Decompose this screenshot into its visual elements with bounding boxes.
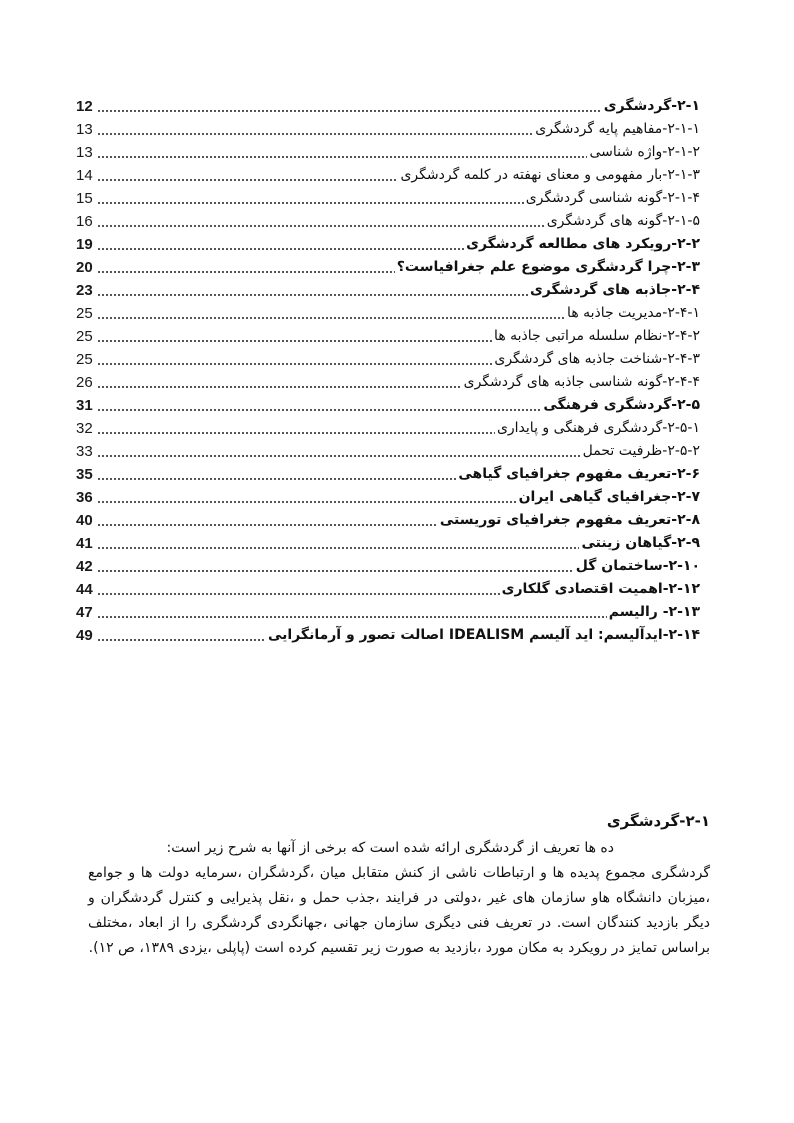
toc-page-number: 33	[76, 443, 93, 460]
toc-title: ۲-۷-جغرافیای گیاهی ایران	[518, 489, 700, 505]
toc-page-number: 25	[76, 351, 93, 368]
toc-entry[interactable]	[76, 96, 700, 119]
toc-page-number: 16	[76, 213, 93, 230]
toc-entry[interactable]	[76, 464, 700, 487]
toc-title: ۲-۴-۴-گونه شناسی جاذبه های گردشگری	[463, 374, 700, 390]
section-body	[88, 812, 710, 961]
toc-page-number: 44	[76, 581, 93, 598]
toc-title: ۲-۱۳- رالیسم	[608, 604, 700, 620]
toc-title: ۲-۱-۱-مفاهیم پایه گردشگری	[535, 121, 700, 137]
toc-page-number: 47	[76, 604, 93, 621]
toc-entry[interactable]	[76, 234, 700, 257]
toc-page-number: 14	[76, 167, 93, 184]
toc-title: ۲-۴-۲-نظام سلسله مراتبی جاذبه ها	[494, 328, 700, 344]
toc-title: ۲-۴-۱-مدیریت جاذبه ها	[567, 305, 700, 321]
toc-page-number: 25	[76, 305, 93, 322]
toc-entry[interactable]	[76, 602, 700, 625]
toc-title: ۲-۴-جاذبه های گردشگری	[529, 282, 700, 298]
toc-title: ۲-۱-۳-بار مفهومی و معنای نهفته در کلمه گردشگری	[400, 167, 700, 183]
toc-entry[interactable]	[76, 441, 700, 464]
toc-entry[interactable]	[76, 556, 700, 579]
toc-entry[interactable]	[76, 257, 700, 280]
toc-page-number: 12	[76, 98, 93, 115]
toc-page-number: 19	[76, 236, 93, 253]
toc-entry[interactable]	[76, 303, 700, 326]
toc-title: ۲-۶-تعریف مفهوم جغرافیای گیاهی	[458, 466, 700, 482]
toc-entry[interactable]	[76, 372, 700, 395]
toc-title: ۲-۱-۴-گونه شناسی گردشگری	[525, 190, 700, 206]
toc-title: ۲-۱-گردشگری	[603, 98, 700, 114]
toc-entry[interactable]	[76, 119, 700, 142]
toc-entry[interactable]	[76, 395, 700, 418]
toc-entry[interactable]	[76, 142, 700, 165]
section-intro: ده ها تعریف از گردشگری ارائه شده است که برخی از آنها به شرح زیر است:	[166, 840, 614, 856]
toc-page-number: 15	[76, 190, 93, 207]
toc-title: ۲-۱-۲-واژه شناسی	[589, 144, 700, 160]
toc-page-number: 13	[76, 121, 93, 138]
toc-entry[interactable]	[76, 280, 700, 303]
toc-title: ۲-۱۰-ساختمان گل	[575, 558, 700, 574]
toc-title: ۲-۵-۲-ظرفیت تحمل	[582, 443, 700, 459]
toc-entry[interactable]	[76, 188, 700, 211]
toc-page-number: 49	[76, 627, 93, 644]
toc-entry[interactable]	[76, 165, 700, 188]
toc-title: ۲-۵-۱-گردشگری فرهنگی و پایداری	[496, 420, 700, 436]
table-of-contents	[76, 96, 700, 648]
toc-page-number: 25	[76, 328, 93, 345]
section-paragraph	[88, 836, 710, 961]
toc-page-number: 35	[76, 466, 93, 483]
toc-page-number: 42	[76, 558, 93, 575]
toc-title: ۲-۱-۵-گونه های گردشگری	[546, 213, 700, 229]
toc-title: ۲-۴-۳-شناخت جاذبه های گردشگری	[494, 351, 700, 367]
toc-title: ۲-۸-تعریف مفهوم جغرافیای توریستی	[439, 512, 700, 528]
toc-title: ۲-۹-گیاهان زینتی	[581, 535, 700, 551]
toc-page-number: 23	[76, 282, 93, 299]
toc-entry[interactable]	[76, 211, 700, 234]
toc-page-number: 13	[76, 144, 93, 161]
toc-page-number: 32	[76, 420, 93, 437]
toc-entry[interactable]	[76, 418, 700, 441]
toc-entry[interactable]	[76, 579, 700, 602]
toc-entry[interactable]	[76, 510, 700, 533]
toc-page-number: 31	[76, 397, 93, 414]
toc-entry[interactable]	[76, 487, 700, 510]
toc-entry[interactable]	[76, 625, 700, 648]
toc-page-number: 36	[76, 489, 93, 506]
toc-page-number: 41	[76, 535, 93, 552]
toc-title: ۲-۱۲-اهمیت اقتصادی گلکاری	[501, 581, 700, 597]
toc-entry[interactable]	[76, 533, 700, 556]
section-text: گردشگری مجموع پدیده ها و ارتباطات ناشی از کنش متقابل میان ،گردشگران ،سرمایه دولت ها و جوامع ،میزبان دانشگاه هاو سازمان های غیر ،دولتی در فرایند ،جذب حمل و ،نقل پذیرایی و کنترل گردشگران و دیگر بازدید کنندگان است. در تعریف فنی دیگری سازمان جهانی ،جهانگردی گردشگری را از ابعاد ،مختلف براساس تمایز در رویکرد به مکان مورد ،بازدید به صورت زیر تقسیم کرده است (پاپلی ،یزدی ۱۳۸۹، ص ۱۲).	[88, 865, 710, 956]
toc-page-number: 20	[76, 259, 93, 276]
toc-title: ۲-۲-رویکرد های مطالعه گردشگری	[466, 236, 700, 252]
toc-entry[interactable]	[76, 349, 700, 372]
toc-title: ۲-۵-گردشگری فرهنگی	[543, 397, 700, 413]
toc-title: ۲-۱۴-ایدآلیسم: اید آلیسم IDEALISM اصالت تصور و آرمانگرایی	[268, 627, 700, 643]
toc-title: ۲-۳-چرا گردشگری موضوع علم جغرافیاست؟	[396, 259, 700, 275]
toc-page-number: 40	[76, 512, 93, 529]
toc-entry[interactable]	[76, 326, 700, 349]
toc-page-number: 26	[76, 374, 93, 391]
section-heading: ۲-۱-گردشگری	[606, 812, 710, 830]
